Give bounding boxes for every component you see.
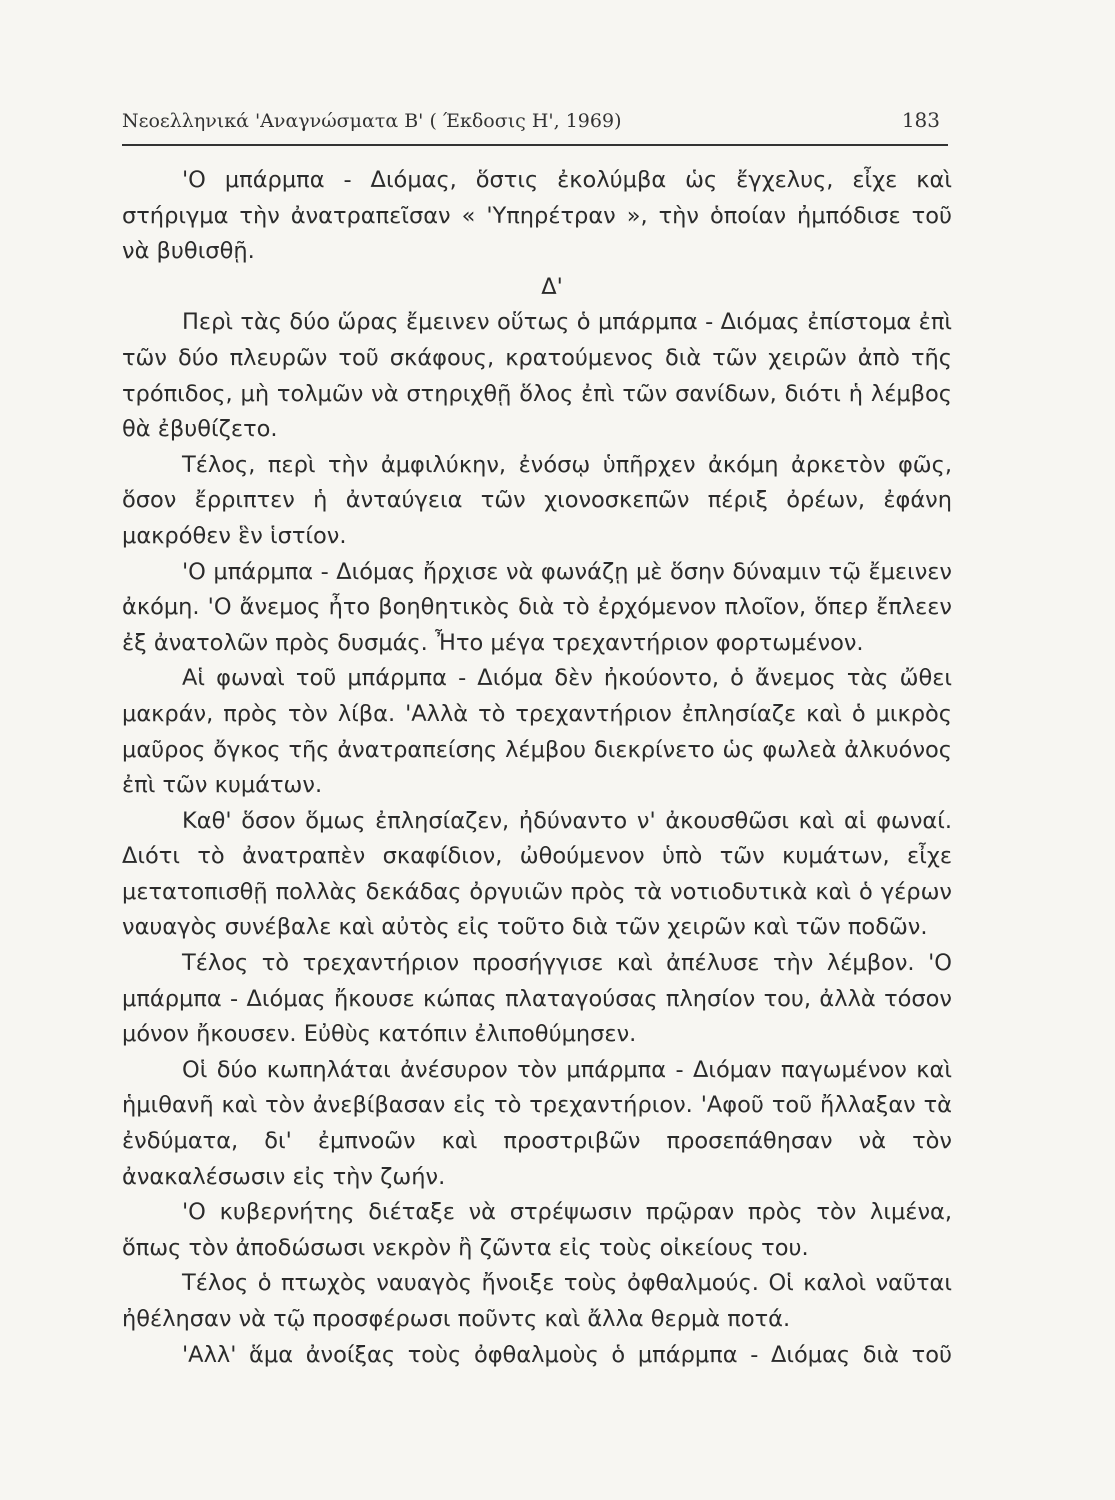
- paragraph: 'Ο μπάρμπα - Διόμας ἤρχισε νὰ φωνάζῃ μὲ ὅσην δύναμιν τῷ ἔμεινεν ἀκόμη. 'Ο ἄνεμος ἦτο βοηθητικὸς διὰ τὸ ἐρχόμενον πλοῖον, ὅπερ ἔπλεεν ἐξ ἀνατολῶν πρὸς δυσμάς. Ἦτο μέγα τρεχαντήριον φορτωμένον.: [122, 558, 952, 656]
- paragraph: Τέλος τὸ τρεχαντήριον προσήγγισε καὶ ἀπέλυσε τὴν λέμβον. 'Ο μπάρμπα - Διόμας ἤκουσε κώπας πλαταγούσας πλησίον του, ἀλλὰ τόσον μόνον ἤκουσεν. Εὐθὺς κατόπιν ἐλιποθύμησεν.: [122, 950, 952, 1048]
- paragraph: Αἱ φωναὶ τοῦ μπάρμπα - Διόμα δὲν ἠκούοντο, ὁ ἄνεμος τὰς ὤθει μακράν, πρὸς τὸν λίβα. 'Αλλὰ τὸ τρεχαντήριον ἐπλησίαζε καὶ ὁ μικρὸς μαῦρος ὄγκος τῆς ἀνατραπείσης λέμβου διεκρίνετο ὡς φωλεὰ ἀλκυόνος ἐπὶ τῶν κυμάτων.: [122, 665, 952, 799]
- paragraph: Οἱ δύο κωπηλάται ἀνέσυρον τὸν μπάρμπα - Διόμαν παγωμένον καὶ ἡμιθανῆ καὶ τὸν ἀνεβίβασαν εἰς τὸ τρεχαντήριον. 'Αφοῦ τοῦ ἤλλαξαν τὰ ἐνδύματα, δι' ἐμπνοῶν καὶ προστριβῶν προσεπάθησαν νὰ τὸν ἀνακαλέσωσιν εἰς τὴν ζωήν.: [122, 1056, 952, 1190]
- paragraph: 'Αλλ' ἅμα ἀνοίξας τοὺς ὀφθαλμοὺς ὁ μπάρμπα - Διόμας διὰ τοῦ: [182, 1341, 952, 1368]
- body-text: [122, 163, 952, 1373]
- paragraph: 'Ο κυβερνήτης διέταξε νὰ στρέψωσιν πρῷραν πρὸς τὸν λιμένα, ὅπως τὸν ἀποδώσωσι νεκρὸν ἢ ζῶντα εἰς τοὺς οἰκείους του.: [122, 1199, 952, 1261]
- page-number: 183: [901, 108, 940, 132]
- paragraph: 'Ο μπάρμπα - Διόμας, ὅστις ἐκολύμβα ὡς ἔγχελυς, εἶχε καὶ στήριγμα τὴν ἀνατραπεῖσαν « 'Υπηρέτραν », τὴν ὁποίαν ἠμπόδισε τοῦ νὰ βυθισθῇ.: [122, 167, 952, 265]
- running-title: Νεοελληνικά 'Αναγνώσματα Β' ( Έκδοσις Η', 1969): [122, 110, 622, 132]
- paragraph: Περὶ τὰς δύο ὥρας ἔμεινεν οὕτως ὁ μπάρμπα - Διόμας ἐπίστομα ἐπὶ τῶν δύο πλευρῶν τοῦ σκάφους, κρατούμενος διὰ τῶν χειρῶν ἀπὸ τῆς τρόπιδος, μὴ τολμῶν νὰ στηριχθῇ ὅλος ἐπὶ τῶν σανίδων, διότι ἡ λέμβος θὰ ἐβυθίζετο.: [122, 309, 952, 443]
- paragraph: Τέλος, περὶ τὴν ἀμφιλύκην, ἐνόσῳ ὑπῆρχεν ἀκόμη ἀρκετὸν φῶς, ὅσον ἔρριπτεν ἡ ἀνταύγεια τῶν χιονοσκεπῶν πέριξ ὀρέων, ἐφάνη μακρόθεν ἓν ἱστίον.: [122, 451, 952, 549]
- paragraph: Τέλος ὁ πτωχὸς ναυαγὸς ἤνοιξε τοὺς ὀφθαλμούς. Οἱ καλοὶ ναῦται ἠθέλησαν νὰ τῷ προσφέρωσι ποῦντς καὶ ἄλλα θερμὰ ποτά.: [122, 1270, 952, 1332]
- section-heading: Δ': [541, 273, 563, 300]
- paragraph: Καθ' ὅσον ὅμως ἐπλησίαζεν, ἠδύναντο ν' ἀκουσθῶσι καὶ αἱ φωναί. Διότι τὸ ἀνατραπὲν σκαφίδιον, ὠθούμενον ὑπὸ τῶν κυμάτων, εἶχε μετατοπισθῇ πολλὰς δεκάδας ὀργυιῶν πρὸς τὰ νοτιοδυτικὰ καὶ ὁ γέρων ναυαγὸς συνέβαλε καὶ αὐτὸς εἰς τοῦτο διὰ τῶν χειρῶν καὶ τῶν ποδῶν.: [122, 807, 952, 941]
- page-header: [122, 108, 948, 146]
